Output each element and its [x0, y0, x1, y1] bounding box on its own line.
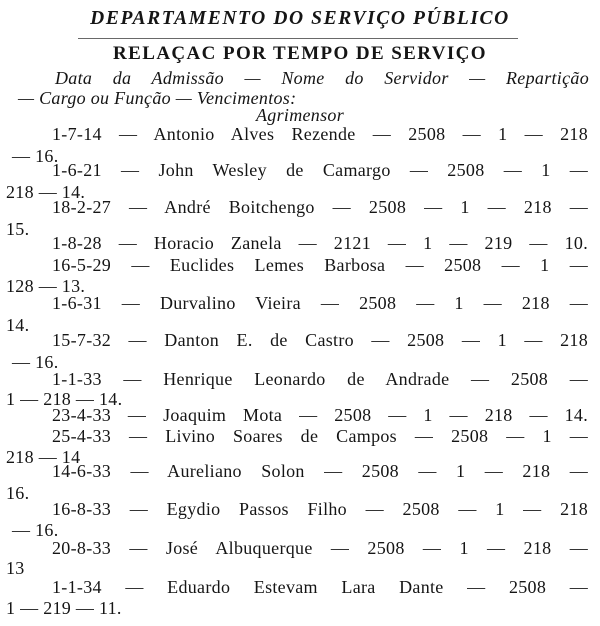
entry-line: 13: [6, 558, 25, 578]
entry-line: 128 — 13.: [6, 276, 86, 296]
entry-line: — 16.: [12, 520, 59, 540]
entry-line: 1-1-34 — Eduardo Estevam Lara Dante — 2508 —: [52, 577, 588, 597]
entry-line: 15.: [6, 219, 30, 239]
entry-line: 1-8-28 — Horacio Zanela — 2121 — 1 — 219 — 10.: [52, 233, 588, 253]
entry-line: 1-6-21 — John Wesley de Camargo — 2508 — 1 —: [52, 160, 588, 180]
section-label: Agrimensor: [256, 105, 344, 125]
title-rule: [78, 38, 518, 39]
entry-line: 20-8-33 — José Albuquerque — 2508 — 1 — 218 —: [52, 538, 588, 558]
entry-line: 1-1-33 — Henrique Leonardo de Andrade — 2508 —: [52, 369, 588, 389]
entry-line: 1-7-14 — Antonio Alves Rezende — 2508 — 1 — 218: [52, 124, 588, 144]
entry-line: 25-4-33 — Livino Soares de Campos — 2508 — 1 —: [52, 426, 588, 446]
department-title: DEPARTAMENTO DO SERVIÇO PÚBLICO: [90, 8, 510, 29]
entry-line: 16-5-29 — Euclides Lemes Barbosa — 2508 — 1 —: [52, 255, 588, 275]
entry-line: — 16.: [12, 352, 59, 372]
entry-line: 15-7-32 — Danton E. de Castro — 2508 — 1 — 218: [52, 330, 588, 350]
entry-line: 16-8-33 — Egydio Passos Filho — 2508 — 1 — 218: [52, 499, 588, 519]
entry-line: 14.: [6, 315, 30, 335]
entry-line: 23-4-33 — Joaquim Mota — 2508 — 1 — 218 — 14.: [52, 405, 588, 425]
entry-line: 1 — 218 — 14.: [6, 389, 123, 409]
entry-line: 14-6-33 — Aureliano Solon — 2508 — 1 — 218 —: [52, 461, 588, 481]
entry-line: 18-2-27 — André Boitchengo — 2508 — 1 — 218 —: [52, 197, 588, 217]
entry-line: 218 — 14.: [6, 182, 86, 202]
report-subtitle: RELAÇAC POR TEMPO DE SERVIÇO: [113, 43, 487, 64]
entry-line: 16.: [6, 483, 30, 503]
entry-line: 218 — 14: [6, 447, 81, 467]
legend-line-1: Data da Admissão — Nome do Servidor — Repartição: [55, 68, 589, 88]
entry-line: 1 — 219 — 11.: [6, 598, 122, 618]
entry-line: 1-6-31 — Durvalino Vieira — 2508 — 1 — 218 —: [52, 293, 588, 313]
entry-line: — 16.: [12, 146, 59, 166]
legend-line-2: — Cargo ou Função — Vencimentos:: [18, 88, 297, 108]
